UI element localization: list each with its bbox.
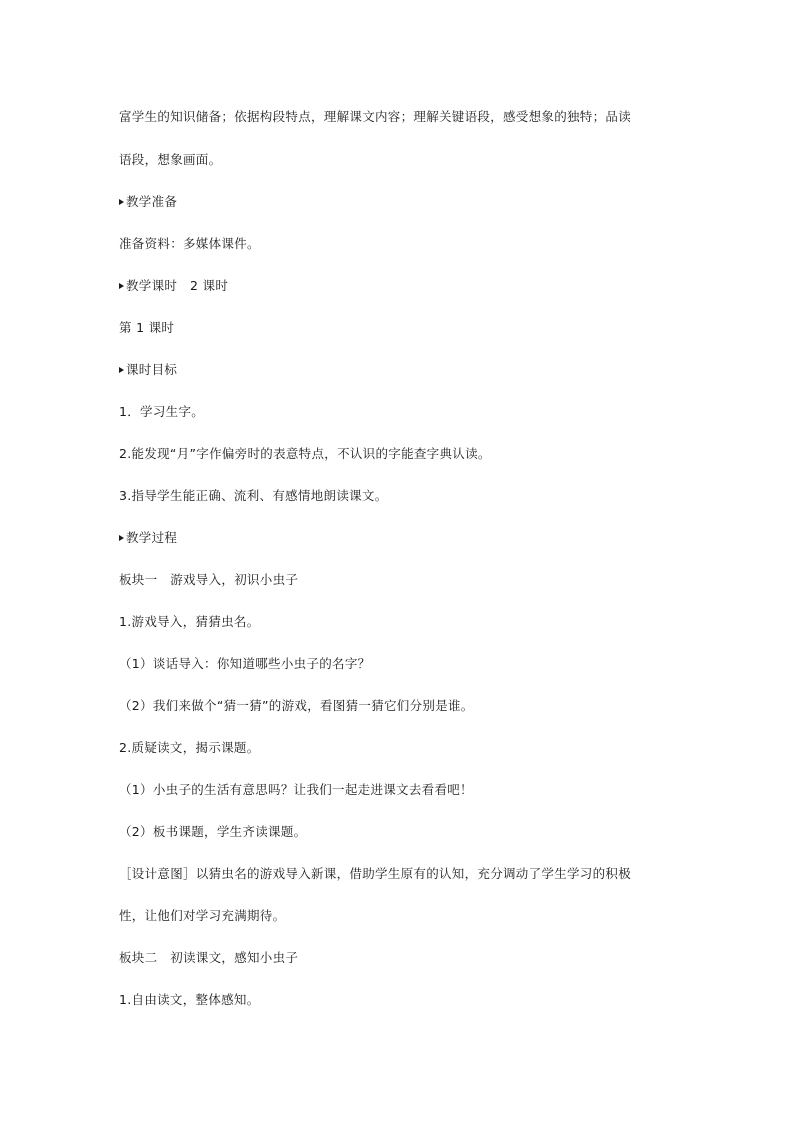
paragraph-text: 1.游戏导入，猜猜虫名。 — [119, 614, 260, 629]
paragraph-line — [119, 782, 679, 798]
paragraph-text: 富学生的知识储备；依据构段特点，理解课文内容；理解关键语段，感受想象的独特；品读 — [119, 109, 632, 124]
section-heading — [119, 530, 679, 546]
paragraph-line — [119, 950, 679, 966]
paragraph-text: 2.能发现“月”字作偏旁时的表意特点，不认识的字能查字典认读。 — [119, 446, 491, 461]
paragraph-line — [119, 740, 679, 756]
paragraph-text: 性，让他们对学习充满期待。 — [119, 908, 286, 923]
paragraph-line — [119, 152, 679, 168]
paragraph-line — [119, 992, 679, 1008]
paragraph-line — [119, 866, 679, 882]
paragraph-line — [119, 109, 679, 125]
paragraph-text: ［设计意图］以猜虫名的游戏导入新课，借助学生原有的认知，充分调动了学生学习的积极 — [119, 866, 632, 881]
triangle-bullet-icon — [119, 535, 124, 541]
paragraph-line — [119, 572, 679, 588]
paragraph-line — [119, 446, 679, 462]
paragraph-line — [119, 656, 679, 672]
paragraph-text: 板块二 初读课文，感知小虫子 — [119, 950, 299, 965]
section-heading — [119, 194, 679, 210]
paragraph-line — [119, 488, 679, 504]
paragraph-text: （2）板书课题，学生齐读课题。 — [119, 824, 307, 839]
heading-text: 教学准备 — [126, 194, 178, 209]
triangle-bullet-icon — [119, 283, 124, 289]
paragraph-line — [119, 698, 679, 714]
paragraph-line — [119, 614, 679, 630]
paragraph-text: （1）谈话导入：你知道哪些小虫子的名字？ — [119, 656, 371, 671]
paragraph-text: 板块一 游戏导入，初识小虫子 — [119, 572, 299, 587]
paragraph-line — [119, 908, 679, 924]
paragraph-text: （2）我们来做个“猜一猜”的游戏，看图猜一猜它们分别是谁。 — [119, 698, 474, 713]
paragraph-text: 2.质疑读文，揭示课题。 — [119, 740, 260, 755]
section-heading — [119, 278, 679, 294]
heading-text: 课时目标 — [126, 362, 178, 377]
section-heading — [119, 362, 679, 378]
heading-text: 教学过程 — [126, 530, 178, 545]
paragraph-line — [119, 320, 679, 336]
paragraph-text: 1．学习生字。 — [119, 404, 205, 419]
paragraph-text: （1）小虫子的生活有意思吗？让我们一起走进课文去看看吧！ — [119, 782, 473, 797]
paragraph-line — [119, 824, 679, 840]
paragraph-line — [119, 404, 679, 420]
paragraph-line — [119, 236, 679, 252]
triangle-bullet-icon — [119, 367, 124, 373]
paragraph-text: 语段，想象画面。 — [119, 152, 222, 167]
paragraph-text: 3.指导学生能正确、流利、有感情地朗读课文。 — [119, 488, 388, 503]
triangle-bullet-icon — [119, 199, 124, 205]
paragraph-text: 准备资料：多媒体课件。 — [119, 236, 260, 251]
paragraph-text: 1.自由读文，整体感知。 — [119, 992, 260, 1007]
heading-text: 教学课时 2 课时 — [126, 278, 229, 293]
paragraph-text: 第 1 课时 — [119, 320, 175, 335]
